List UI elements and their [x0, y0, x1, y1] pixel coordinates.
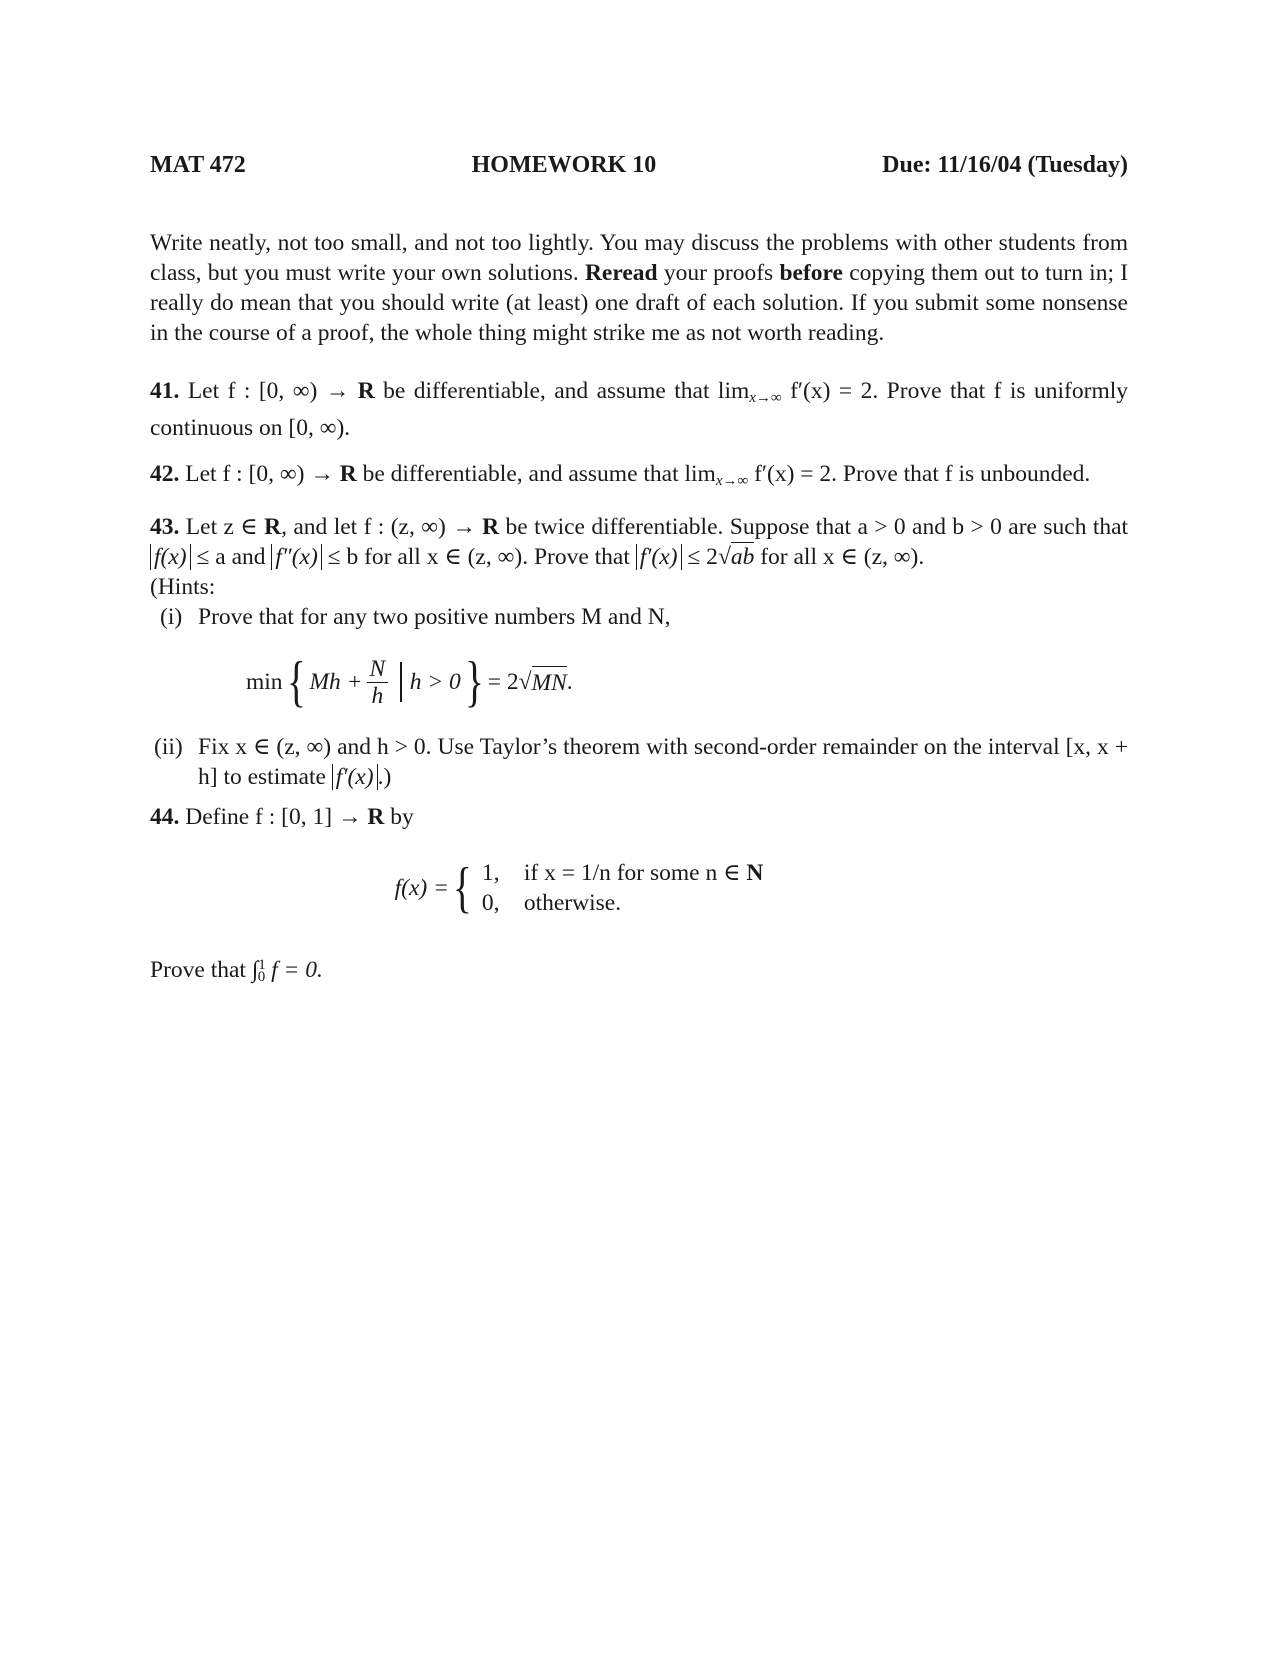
cases-brace: { [452, 857, 472, 919]
problem-42-text-a: Let f : [0, ∞) → [185, 461, 334, 487]
problem-41-text-a: Let f : [0, ∞) → [187, 378, 350, 404]
right-brace: } [464, 651, 484, 713]
due-date: Due: 11/16/04 (Tuesday) [882, 152, 1128, 178]
problem-41-text-c: f′(x) = 2. Prove that f is uniformly continuous on [0, ∞). [150, 378, 1129, 441]
problem-44-number: 44. [150, 804, 180, 830]
problem-44-reals: R [367, 804, 385, 830]
problem-41-text-b: be differentiable, and assume that lim [383, 378, 750, 404]
case-1-value: 1, [481, 860, 500, 886]
problem-43-text-e: ≤ b for all x ∈ (z, ∞). Prove that [327, 544, 630, 570]
eq-min: min [246, 669, 283, 695]
eq-sqrt-mn: MN [532, 666, 567, 698]
problem-42-reals: R [339, 461, 357, 487]
problem-43-sqrt-ab: ab [730, 544, 755, 570]
problem-42-limit-sub: x→∞ [715, 473, 749, 489]
problem-43-abs-f-prime: f′(x) [636, 544, 682, 570]
case-2 [482, 888, 764, 918]
case-2-value: 0, [481, 890, 500, 916]
problem-42-number: 42. [150, 461, 180, 487]
problem-44-text-a: Define f : [0, 1] → [185, 804, 362, 830]
hints-label: (Hints: [150, 574, 216, 600]
case-1-naturals: N [746, 860, 764, 886]
problem-43-reals-1: R [264, 514, 282, 540]
case-2-condition: otherwise. [523, 890, 622, 916]
problem-43-text-a: Let z ∈ [185, 514, 258, 540]
fraction-n-over-h [367, 656, 389, 709]
hint-ii-text: Fix x ∈ (z, ∞) and h > 0. Use Taylor’s theorem with second-order remainder on the interval [x, x + h] to estimate [198, 734, 1128, 790]
header [150, 150, 1128, 180]
prove-integral-result: f = 0. [271, 957, 323, 983]
case-1-condition: if x = 1/n for some n ∈ [523, 860, 741, 886]
problem-42-text-c: f′(x) = 2. Prove that f is unbounded. [754, 461, 1091, 487]
course-code: MAT 472 [150, 152, 246, 178]
problem-43-abs-f: f(x) [150, 544, 191, 570]
problem-42 [150, 459, 1128, 496]
integral-lower: 0 [257, 969, 266, 985]
hint-ii-body [198, 732, 1128, 792]
problem-44 [150, 802, 1128, 992]
instructions-text-3: copying them out to turn in; I really do mean that you should write (at least) one draft of each solution. If you submit some nonsense in the course of a proof, the whole thing might strike me as not worth reading. [150, 260, 1129, 346]
problem-43-text-f: ≤ 2 [687, 544, 718, 570]
sqrt-symbol: √ [717, 544, 731, 570]
eq-rhs: = 2 [487, 669, 519, 695]
fraction-denominator: h [371, 682, 384, 709]
problem-43-text-b: , and let f : (z, ∞) → [281, 514, 476, 540]
piecewise-definition [150, 858, 1128, 918]
problem-43-abs-f-double-prime: f″(x) [271, 544, 321, 570]
problem-44-conclusion [150, 950, 1128, 992]
sqrt-symbol-mn: √ [518, 669, 532, 695]
problem-43-text-g: for all x ∈ (z, ∞). [760, 544, 925, 570]
hint-ii-end: .) [377, 764, 392, 790]
eq-condition: h > 0 [409, 669, 461, 695]
problem-43 [150, 512, 1128, 792]
set-builder-bar [400, 662, 402, 702]
instructions-reread: Reread [584, 260, 658, 286]
problem-43-number: 43. [150, 514, 180, 540]
problem-41 [150, 376, 1128, 443]
eq-period: . [566, 669, 573, 695]
eq-mh: Mh + [309, 669, 363, 695]
problem-43-text-d: ≤ a and [196, 544, 266, 570]
instructions-paragraph [150, 228, 1128, 348]
left-brace: { [286, 651, 306, 713]
hint-ii-label: (ii) [154, 734, 183, 760]
min-equation [150, 651, 1128, 713]
homework-page [150, 150, 1128, 1008]
hints-block [150, 572, 1128, 792]
instructions-text-2: your proofs [663, 260, 774, 286]
hint-i-label: (i) [160, 604, 183, 630]
integral-upper: 1 [258, 957, 266, 973]
problem-44-text-b: by [390, 804, 414, 830]
cases [482, 858, 764, 918]
case-1 [482, 858, 764, 888]
piecewise-lhs: f(x) = [394, 875, 449, 901]
homework-title: HOMEWORK 10 [471, 152, 657, 178]
problem-41-number: 41. [150, 378, 180, 404]
fraction-numerator: N [367, 656, 389, 683]
hint-i-text: Prove that for any two positive numbers M and N, [198, 604, 671, 630]
prove-integral-text: Prove that ∫ [150, 957, 259, 983]
problem-43-text-c: be twice differentiable. Suppose that a > 0 and b > 0 are such that [505, 514, 1129, 540]
problem-41-limit-sub: x→∞ [749, 390, 782, 406]
problem-42-text-b: be differentiable, and assume that lim [362, 461, 716, 487]
hint-i [150, 602, 1128, 632]
problem-41-reals: R [357, 378, 375, 404]
instructions-before: before [779, 260, 843, 286]
instructions-text-1: Write neatly, not too small, and not too lightly. You may discuss the problems with other students from class, but you must write your own solutions. [150, 230, 1128, 286]
hint-ii [150, 732, 1128, 792]
hint-ii-abs: f′(x) [332, 764, 378, 790]
problem-43-reals-2: R [482, 514, 500, 540]
